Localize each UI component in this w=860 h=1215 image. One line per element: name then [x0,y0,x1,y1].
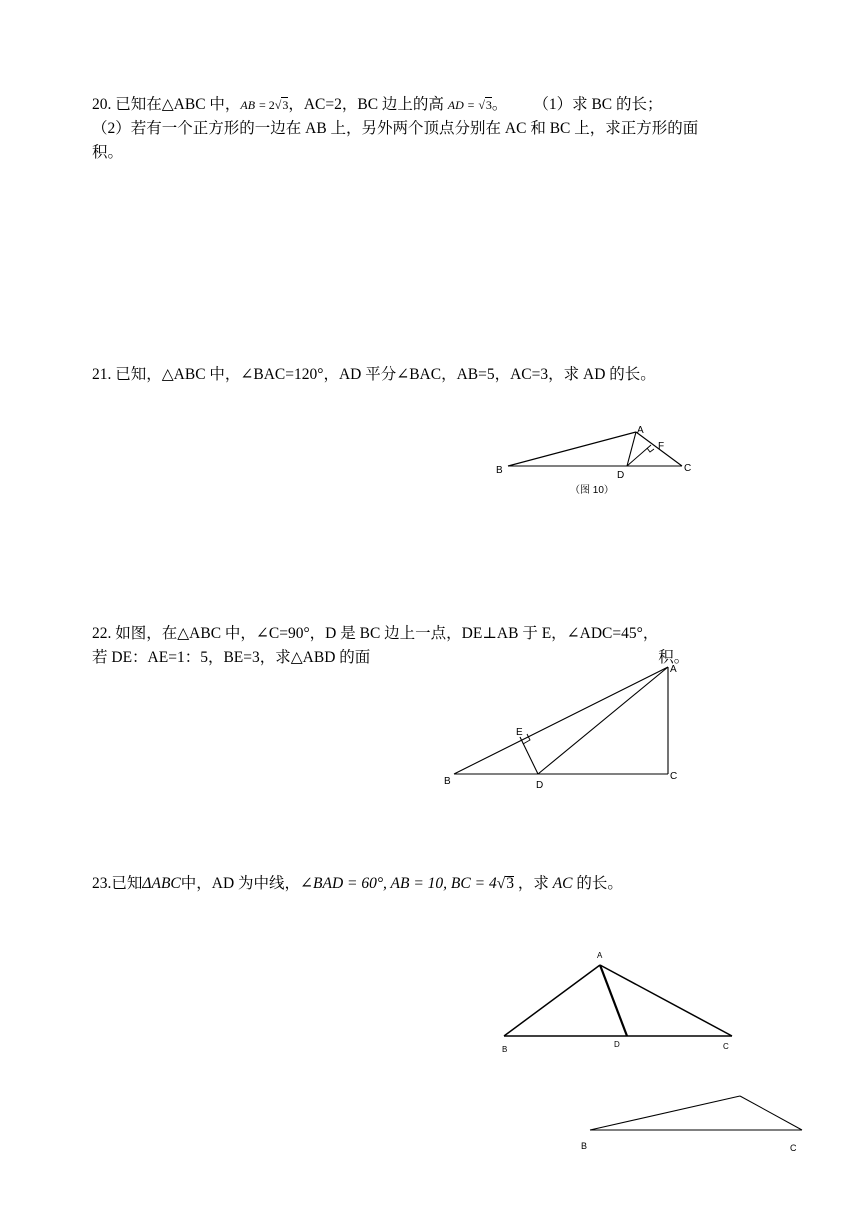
q23-text-4: 的长。 [576,875,623,892]
q23b-side-ac [740,1096,802,1130]
q23-triangle: ΔABC [142,875,181,892]
figure-10 [490,418,700,500]
q23-side-ac [600,965,732,1036]
q23-text-1: 23.已知 [92,875,143,892]
fig10-segment-ad [627,432,636,466]
fig10-right-angle-mark [647,448,654,452]
q22-label-e: E [516,727,523,738]
q22-label-b: B [444,776,451,787]
q20-sqrt-arg: 3 [282,98,289,112]
fig10-label-a: A [637,425,644,436]
q23-side-ba [504,965,600,1036]
fig10-side-ba [508,432,636,466]
q20-line1: 20. 已知在△ABC 中，AB = 2√3，AC=2，BC 边上的高 AD = √3。 （1）求 BC 的长； [92,96,663,113]
figure-q23-extra [576,1088,808,1158]
q22-line1: 22. 如图，在△ABC 中，∠C=90°，D 是 BC 边上一点，DE⊥AB 于 E，∠ADC=45°， [92,625,659,642]
q23b-label-b: B [581,1141,588,1151]
fig10-label-f: F [658,441,665,452]
q23b-label-c: C [790,1143,797,1153]
q22-side-ba [454,667,668,774]
fig10-caption: （图 10） [570,485,614,496]
q23-label-b: B [502,1045,508,1054]
q22-line2a: 若 DE：AE=1：5，BE=3，求△ABD 的面 [92,649,371,666]
question-23 [92,872,772,896]
q20-part-1: （1）求 BC 的长； [533,96,663,113]
q21-text: 21. 已知，△ABC 中，∠BAC=120°，AD 平分∠BAC，AB=5，AC=3，求 AD 的长。 [92,366,656,383]
q23-label-d: D [614,1040,620,1049]
q20-ad: AD [447,98,464,112]
question-21 [92,363,772,387]
q22-segment-de [520,737,538,774]
q20-number: 20. [92,96,112,113]
q23-ac: AC [552,875,573,892]
q20-text-2: ，AC=2，BC 边上的高 [288,96,448,113]
fig10-label-c: C [684,463,692,474]
q20-ab: AB [240,98,256,112]
q20-text-1: 已知在△ABC 中， [115,96,241,113]
q22-label-a: A [670,664,677,675]
q23b-side-ba [590,1096,740,1130]
q20-sqrt-arg-2: 3 [485,98,492,112]
q22-segment-ad [538,667,668,774]
q23-median-ad [600,965,627,1036]
fig10-label-d: D [617,470,625,481]
q23-label-c: C [723,1042,729,1051]
q23-text-3: ，求 [517,875,549,892]
q23-label-a: A [597,951,603,960]
question-20 [92,93,772,165]
q20-ab-eq: = 2 [258,98,275,112]
q23-line1: 23.已知ΔABC中，AD 为中线，∠BAD = 60°, AB = 10, BC = 4√3 ，求 AC 的长。 [92,875,623,892]
q23-conditions: ∠BAD = 60°, AB = 10, BC = 4 [300,875,497,892]
fig10-label-b: B [496,465,503,476]
q22-line2b: 积。 [658,649,690,666]
q22-label-d: D [536,780,544,791]
figure-q23 [494,946,744,1056]
q20-text-3: 。 [491,96,508,113]
q20-ad-eq: = [467,98,475,112]
q23-sqrt-arg: 3 [506,875,514,892]
q20-line2: （2）若有一个正方形的一边在 AB 上，另外两个顶点分别在 AC 和 BC 上，求正方形的面 [92,120,699,137]
q20-line3: 积。 [92,144,124,161]
q22-label-c: C [670,771,678,782]
figure-q22 [432,660,687,795]
q23-text-2: 中，AD 为中线， [180,875,301,892]
